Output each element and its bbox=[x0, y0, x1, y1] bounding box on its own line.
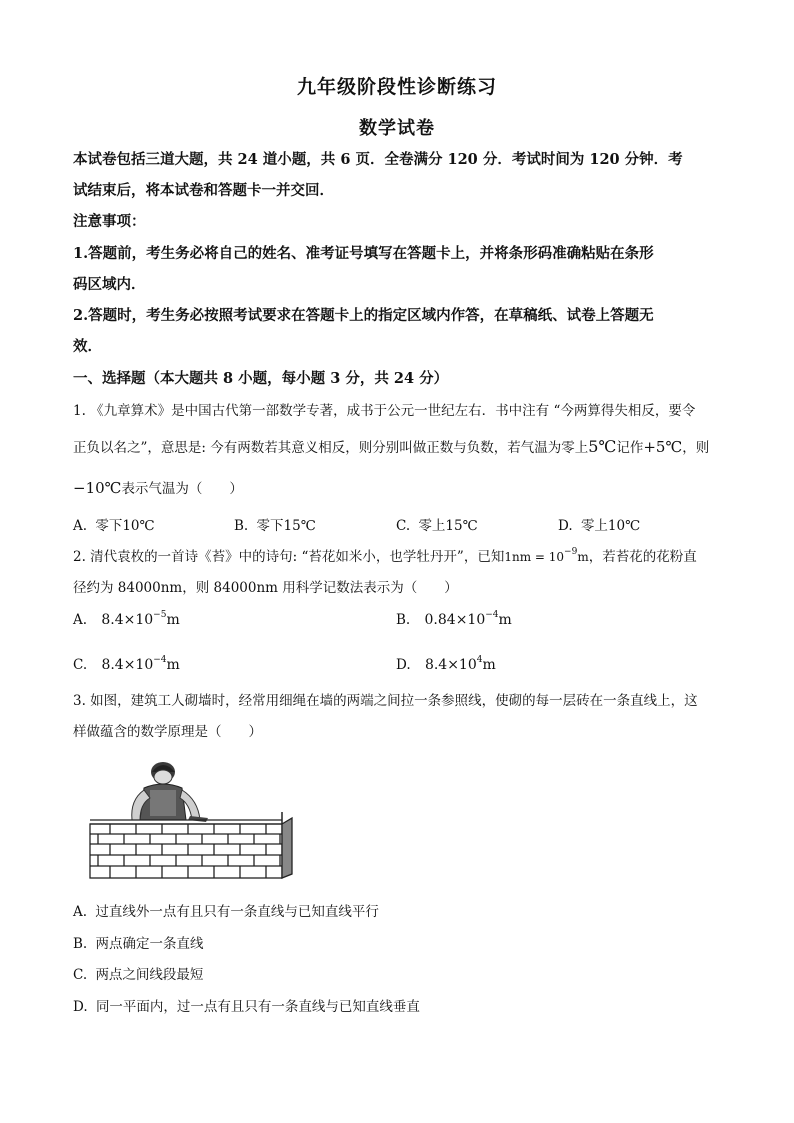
q1-line-3-text: 表示气温为（ ） bbox=[121, 481, 243, 497]
q2-option-b-base: 0.84×10 bbox=[424, 612, 486, 628]
q2-option-a-exp: −5 bbox=[153, 610, 167, 620]
q1-temp-minus-10c: −10℃ bbox=[73, 479, 122, 497]
q3-option-c-letter: C. bbox=[73, 967, 88, 983]
q3-option-a-letter: A. bbox=[73, 904, 88, 920]
bricklayer-illustration bbox=[86, 758, 298, 880]
note-2-line-2: 效． bbox=[73, 338, 102, 355]
q1-line-2-text-c: ，则 bbox=[682, 440, 710, 456]
q1-line-2-text-a: 正负以名之”，意思是: 今有两数若其意义相反，则分别叫做正数与负数，若气温为零上 bbox=[73, 440, 589, 456]
q2-option-a-value bbox=[101, 612, 179, 628]
q1-option-b[interactable] bbox=[234, 514, 316, 534]
q1-option-a-text: 零下10℃ bbox=[95, 518, 155, 534]
q2-option-a-unit: m bbox=[166, 612, 180, 628]
q2-option-b-value bbox=[425, 612, 512, 628]
q2-option-c[interactable] bbox=[73, 657, 180, 673]
q2-option-b-exp: −4 bbox=[485, 610, 499, 620]
q2-option-b-letter: B. bbox=[396, 612, 411, 628]
q2-option-c-value bbox=[101, 657, 179, 673]
intro-line-2: 试结束后，将本试卷和答题卡一并交回． bbox=[73, 182, 334, 199]
notes-heading: 注意事项： bbox=[73, 213, 146, 230]
q2-nm-base: 1nm = 10 bbox=[504, 550, 565, 564]
q1-option-c-text: 零上15℃ bbox=[418, 518, 478, 534]
q1-temp-5c: 5℃ bbox=[588, 437, 617, 456]
q3-option-d-text: 同一平面内，过一点有且只有一条直线与已知直线垂直 bbox=[95, 999, 420, 1015]
q1-line-3 bbox=[73, 478, 243, 499]
q3-option-d-letter: D. bbox=[73, 999, 88, 1015]
q1-option-d[interactable] bbox=[558, 514, 640, 534]
q2-line-1-text-b: ，若苔花的花粉直 bbox=[588, 549, 697, 565]
q2-nm-unit: m bbox=[577, 550, 589, 564]
section-1-heading: 一、选择题（本大题共 8 小题，每小题 3 分，共 24 分） bbox=[73, 370, 449, 387]
q2-option-a[interactable] bbox=[73, 612, 180, 628]
q2-option-d-unit: m bbox=[482, 657, 496, 673]
q2-option-c-base: 8.4×10 bbox=[101, 657, 154, 673]
q3-option-d[interactable] bbox=[73, 995, 420, 1015]
q2-option-d-value bbox=[425, 657, 496, 673]
q2-option-a-base: 8.4×10 bbox=[101, 612, 154, 628]
q3-option-b-text: 两点确定一条直线 bbox=[95, 936, 204, 952]
q2-option-c-unit: m bbox=[166, 657, 180, 673]
note-1-line-2: 码区域内． bbox=[73, 276, 146, 293]
q3-option-a[interactable] bbox=[73, 900, 379, 920]
q2-nm-definition bbox=[504, 547, 589, 564]
q3-option-a-text: 过直线外一点有且只有一条直线与已知直线平行 bbox=[95, 904, 379, 920]
q2-option-d[interactable] bbox=[396, 657, 496, 673]
page-subtitle: 数学试卷 bbox=[359, 118, 435, 139]
q2-option-b[interactable] bbox=[396, 612, 512, 628]
q2-option-c-letter: C. bbox=[73, 657, 88, 673]
q2-nm-exponent: −9 bbox=[564, 547, 578, 557]
page-title: 九年级阶段性诊断练习 bbox=[296, 76, 497, 98]
q3-line-2: 样做蕴含的数学原理是（ ） bbox=[73, 724, 262, 740]
q1-line-2 bbox=[73, 437, 709, 458]
q2-line-2: 径约为 84000nm，则 84000nm 用科学记数法表示为（ ） bbox=[73, 580, 458, 596]
q2-option-a-letter: A. bbox=[73, 612, 88, 628]
q3-option-b-letter: B. bbox=[73, 936, 88, 952]
brick-wall bbox=[90, 818, 292, 878]
q1-option-d-letter: D. bbox=[558, 518, 573, 534]
q1-option-a[interactable] bbox=[73, 514, 155, 534]
q2-option-d-base: 8.4×10 bbox=[424, 657, 477, 673]
q3-option-c[interactable] bbox=[73, 963, 203, 983]
q1-option-b-text: 零下15℃ bbox=[256, 518, 316, 534]
q1-option-c-letter: C. bbox=[396, 518, 411, 534]
q1-option-c[interactable] bbox=[396, 514, 478, 534]
q2-option-d-exp: 4 bbox=[476, 655, 483, 665]
q3-option-b[interactable] bbox=[73, 932, 204, 952]
q1-option-d-text: 零上10℃ bbox=[580, 518, 641, 534]
q2-option-b-unit: m bbox=[498, 612, 512, 628]
q3-option-c-text: 两点之间线段最短 bbox=[95, 967, 204, 983]
intro-line-1: 本试卷包括三道大题，共 24 道小题，共 6 页．全卷满分 120 分．考试时间为 120 分钟．考 bbox=[73, 151, 683, 168]
q1-option-b-letter: B. bbox=[234, 518, 249, 534]
q1-line-1: 1. 《九章算术》是中国古代第一部数学专著，成书于公元一世纪左右．书中注有 “今两算得失相反，要令 bbox=[73, 403, 696, 419]
q2-option-c-exp: −4 bbox=[153, 655, 167, 665]
q2-line-1 bbox=[73, 547, 697, 567]
q1-line-2-text-b: 记作 bbox=[616, 440, 644, 456]
q2-option-d-letter: D. bbox=[396, 657, 411, 673]
q1-temp-plus-5c: +5℃ bbox=[643, 438, 683, 456]
q2-line-1-text-a: 2. 清代袁枚的一首诗《苔》中的诗句: “苔花如米小，也学牡丹开”，已知 bbox=[73, 549, 505, 565]
note-1-line-1: 1.答题前，考生务必将自己的姓名、准考证号填写在答题卡上，并将条形码准确粘贴在条形 bbox=[73, 245, 654, 262]
q3-line-1: 3. 如图，建筑工人砌墙时，经常用细绳在墙的两端之间拉一条参照线，使砌的每一层砖在一条直线上，这 bbox=[73, 693, 698, 709]
q1-option-a-letter: A. bbox=[73, 518, 88, 534]
worker-figure bbox=[132, 762, 208, 822]
note-2-line-1: 2.答题时，考生务必按照考试要求在答题卡上的指定区域内作答，在草稿纸、试卷上答题无 bbox=[73, 307, 654, 324]
